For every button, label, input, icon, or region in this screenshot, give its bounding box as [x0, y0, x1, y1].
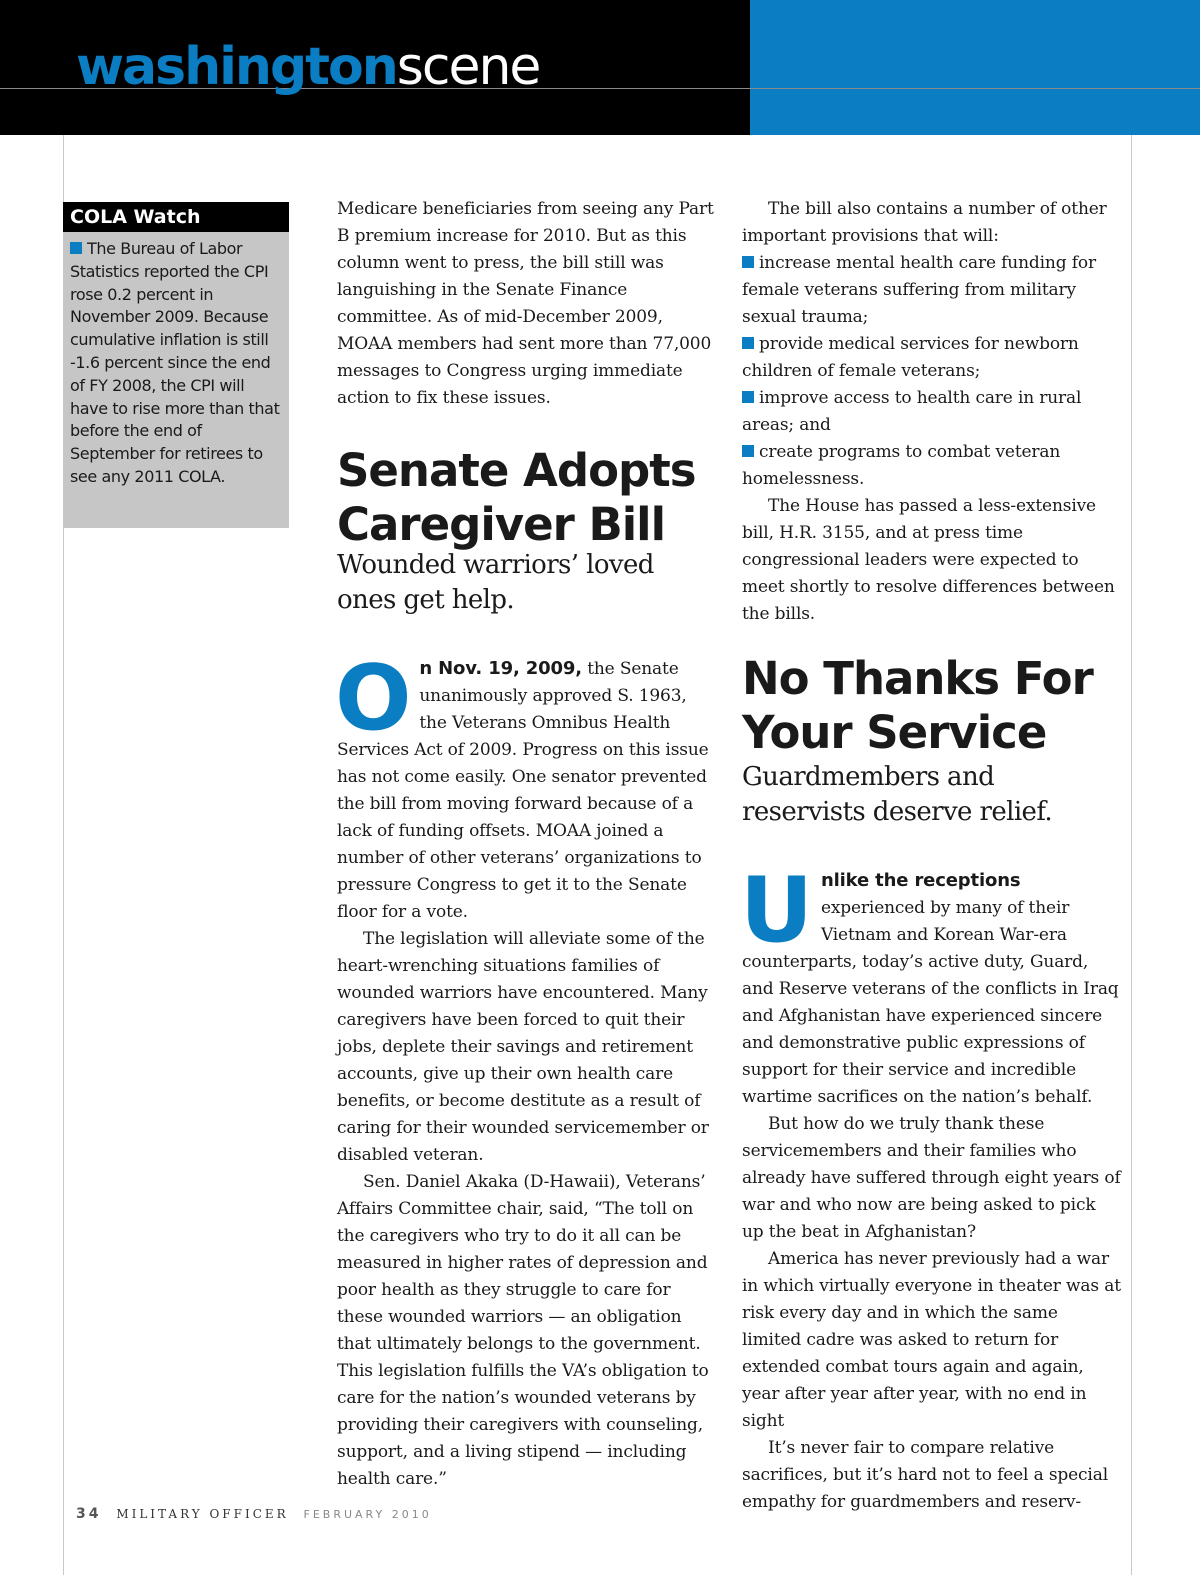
deck-no-thanks: Guardmembers and reservists deserve relief. — [742, 762, 1053, 827]
provision-item: provide medical services for newborn children of female veterans; — [742, 334, 1079, 381]
continued-paragraph: Medicare beneficiaries from seeing any Part B premium increase for 2010. But as this column went to press, the bill still was languishing in the Senate Finance committee. As of mid-December 2009, MOAA members had sent more than 77,000 messages to Congress urging immediate action to fix these issues. — [337, 199, 714, 408]
provision-item: improve access to health care in rural areas; and — [742, 388, 1082, 435]
article1-paragraph-1 — [335, 646, 715, 926]
drop-cap-o: O — [335, 646, 412, 751]
article2-paragraph-1 — [740, 858, 1122, 1111]
article2-paragraph-2: But how do we truly thank these servicemembers and their families who already have suffered through eight years of war and who now are being asked to pick up the beat in Afghanistan? — [742, 1114, 1121, 1242]
section-banner — [0, 0, 1200, 135]
article-column-middle — [337, 196, 715, 1493]
headline-caregiver-bill: Senate Adopts Caregiver Bill — [337, 444, 696, 551]
bullet-square-icon — [742, 445, 754, 457]
sidebar-text: The Bureau of Labor Statistics reported the CPI rose 0.2 percent in November 2009. Because cumulative inflation is still -1.6 percent since the end of FY 2008, the CPI will have to rise more than that before the end of September for retirees to see any 2011 COLA. — [70, 239, 280, 486]
section-title-light: scene — [396, 37, 540, 97]
article1-paragraph-2: The legislation will alleviate some of the heart-wrenching situations families of wounded warriors have encountered. Many caregivers have been forced to quit their jobs, deplete their savings and retirement accounts, give up their own health care benefits, or become destitute as a result of caring for their wounded servicemember or disabled veteran. — [337, 929, 709, 1165]
bullet-square-icon — [742, 256, 754, 268]
article-column-right — [742, 196, 1122, 1516]
bullet-square-icon — [70, 242, 82, 254]
issue-date: FEBRUARY 2010 — [303, 1508, 432, 1521]
magazine-name: MILITARY OFFICER — [116, 1507, 289, 1521]
article1-p1-text: the Senate unanimously approved S. 1963, the Veterans Omnibus Health Services Act of 2009. Progress on this issue has not come easily. One senator prevented the bill from moving forward because of a lack of funding offsets. MOAA joined a number of other veterans’ organizations to pressure Congress to get it to the Senate floor for a vote. — [337, 659, 709, 922]
sidebar-heading: COLA Watch — [63, 202, 289, 232]
headline-no-thanks: No Thanks For Your Service — [742, 652, 1093, 759]
article2-paragraph-4: It’s never fair to compare relative sacrifices, but it’s hard not to feel a special empathy for guardmembers and reserv- — [742, 1438, 1108, 1512]
sidebar-body — [63, 232, 289, 489]
house-bill-paragraph: The House has passed a less-extensive bill, H.R. 3155, and at press time congressional leaders were expected to meet shortly to resolve differences between the bills. — [742, 496, 1115, 624]
deck-caregiver-bill: Wounded warriors’ loved ones get help. — [337, 550, 654, 615]
bullet-square-icon — [742, 337, 754, 349]
section-title — [76, 32, 539, 102]
bullet-square-icon — [742, 391, 754, 403]
provisions-intro: The bill also contains a number of other important provisions that will: — [742, 199, 1107, 246]
page-number: 34 — [76, 1506, 102, 1522]
article1-leadin: n Nov. 19, 2009, — [419, 658, 582, 679]
right-margin-rule — [1131, 135, 1132, 1575]
article2-paragraph-3: America has never previously had a war in which virtually everyone in theater was at risk every day and in which the same limited cadre was asked to return for extended combat tours again and again, year after year after year, with no end in sight — [742, 1249, 1121, 1431]
article1-paragraph-3: Sen. Daniel Akaka (D-Hawaii), Veterans’ Affairs Committee chair, said, “The toll on the caregivers who try to do it all can be measured in higher rates of depression and poor health as they struggle to care for these wounded warriors — an obligation that ultimately belongs to the government. This legislation fulfills the VA’s obligation to care for the nation’s wounded veterans by providing their caregivers with counseling, support, and a living stipend — including health care.” — [337, 1172, 709, 1489]
section-title-bold: washington — [76, 37, 397, 97]
cola-watch-sidebar — [63, 202, 289, 528]
page-footer — [76, 1506, 432, 1522]
provision-item: increase mental health care funding for female veterans suffering from military sexual trauma; — [742, 253, 1096, 327]
article2-leadin: nlike the receptions — [820, 870, 1021, 891]
banner-blue-block — [750, 0, 1200, 135]
provision-item: create programs to combat veteran homelessness. — [742, 442, 1061, 489]
drop-cap-u: U — [740, 858, 813, 963]
article2-p1-text: experienced by many of their Vietnam and Korean War-era counterparts, today’s active duty, Guard, and Reserve veterans of the conflicts in Iraq and Afghanistan have experienced sincere and demonstrative public expressions of support for their service and incredible wartime sacrifices on the nation’s behalf. — [742, 898, 1119, 1107]
